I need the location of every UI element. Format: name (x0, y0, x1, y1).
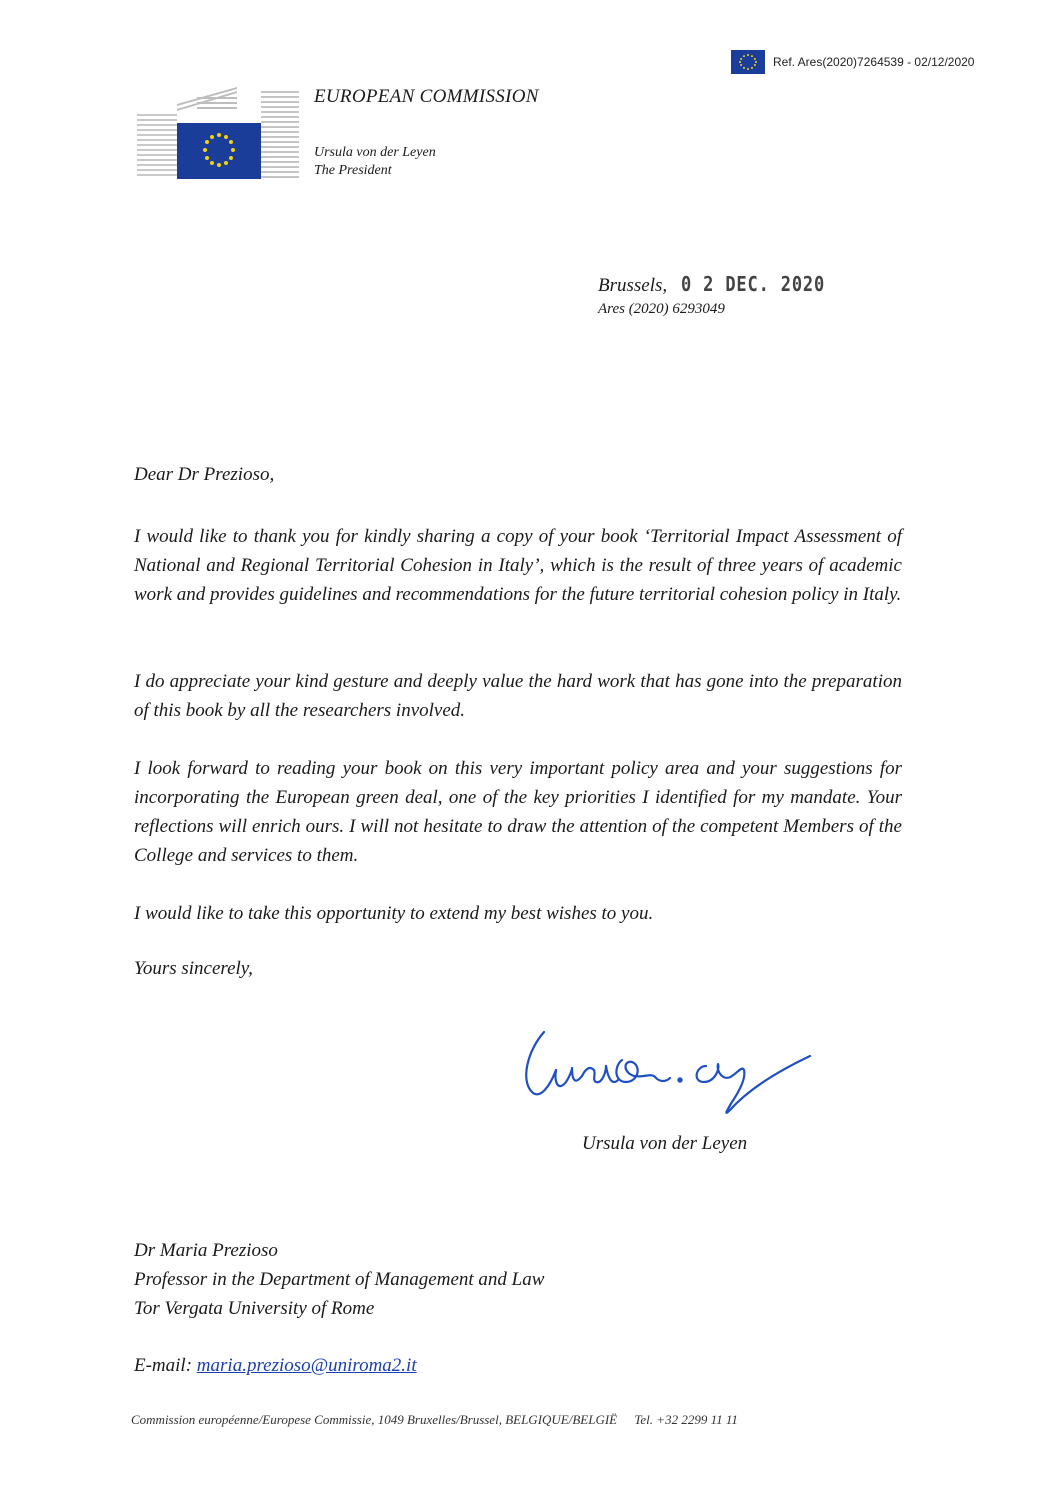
reference-number: Ref. Ares(2020)7264539 - 02/12/2020 (773, 55, 975, 69)
footer (131, 1412, 738, 1428)
body-paragraph: I do appreciate your kind gesture and deeply value the hard work that has gone into the preparation of this book by all the researchers involved. (134, 671, 902, 721)
signatory-name: Ursula von der Leyen (582, 1133, 748, 1154)
reference-stamp (731, 49, 974, 75)
addressee-name: Dr Maria Prezioso (134, 1240, 278, 1261)
footer-telephone: Tel. +32 2299 11 11 (634, 1412, 738, 1427)
date-stamp: 0 2 DEC. 2020 (681, 272, 826, 296)
body-paragraph: I would like to thank you for kindly sharing a copy of your book ‘Territorial Impact Assessment of National and Regional Territorial Cohesion in Italy’, which is the result of three years of academic work and provides guidelines and recommendations for the future territorial cohesion policy in Italy. (134, 526, 902, 605)
body-paragraph: I look forward to reading your book on this very important policy area and your suggestions for incorporating the European green deal, one of the key priorities I identified for my mandate. Your reflections will enrich ours. I will not hesitate to draw the attention of the competent Members of the College and services to them. (134, 758, 902, 866)
email-label: E-mail: (134, 1355, 193, 1376)
body-paragraph: I would like to take this opportunity to extend my best wishes to you. (134, 903, 654, 924)
ares-reference: Ares (2020) 6293049 (598, 301, 725, 317)
footer-address: Commission européenne/Europese Commissie, 1049 Bruxelles/Brussel, BELGIQUE/BELGIË (131, 1412, 618, 1427)
organization-name: EUROPEAN COMMISSION (314, 86, 539, 107)
dateline-place: Brussels, (598, 275, 668, 296)
addressee-university: Tor Vergata University of Rome (134, 1298, 375, 1319)
addressee-title: Professor in the Department of Management and Law (134, 1269, 545, 1290)
european-commission-logo (137, 87, 299, 181)
eu-flag-icon (731, 50, 765, 74)
sender-name: Ursula von der Leyen (314, 145, 436, 160)
salutation: Dear Dr Prezioso, (134, 464, 275, 485)
closing: Yours sincerely, (134, 958, 253, 979)
sender-role: The President (314, 163, 392, 178)
handwritten-signature (510, 1020, 820, 1120)
email-link[interactable]: maria.prezioso@uniroma2.it (196, 1355, 417, 1376)
dateline (598, 272, 851, 297)
email-line (134, 1355, 417, 1377)
